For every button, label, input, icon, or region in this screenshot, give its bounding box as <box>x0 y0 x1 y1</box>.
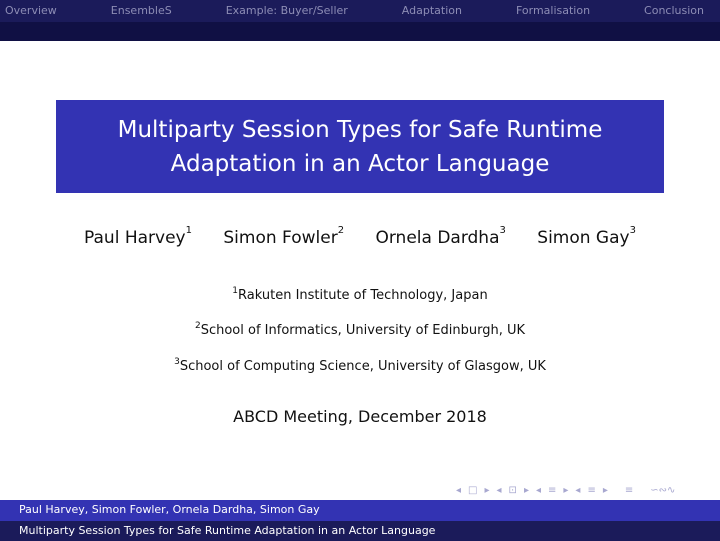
part-icon[interactable]: ≡ <box>587 484 596 496</box>
subsection-icon[interactable]: ⊡ <box>508 484 517 496</box>
author-list <box>0 225 720 248</box>
subsection-prev-icon[interactable]: ◂ <box>496 484 502 496</box>
affiliation-number: 1 <box>232 286 239 296</box>
beamer-navigation-symbols <box>456 483 716 497</box>
search-icon[interactable]: ∽∾∿ <box>650 484 676 496</box>
section-icon[interactable]: ≡ <box>548 484 557 496</box>
affiliation-marker: 3 <box>629 225 636 236</box>
author <box>375 225 506 248</box>
align-icon[interactable]: ≡ <box>624 484 634 496</box>
section-prev-icon[interactable]: ◂ <box>535 484 541 496</box>
affiliation-text: School of Informatics, University of Edinburgh, UK <box>200 323 526 338</box>
subsection-next-icon[interactable]: ▸ <box>523 484 529 496</box>
affiliation-3 <box>0 359 720 374</box>
author <box>537 225 636 248</box>
title-line-1: Multiparty Session Types for Safe Runtime <box>117 116 603 143</box>
nav-item-conclusion[interactable]: Conclusion <box>644 3 704 17</box>
subsection-bar <box>0 22 720 41</box>
author-name: Ornela Dardha <box>375 228 500 248</box>
part-prev-icon[interactable]: ◂ <box>575 484 581 496</box>
footer-authors-bar <box>0 500 720 521</box>
footer-title-bar <box>0 521 720 541</box>
section-nav <box>0 0 720 20</box>
title-block <box>56 100 664 193</box>
affiliation-1 <box>0 288 720 303</box>
footer-authors: Paul Harvey, Simon Fowler, Ornela Dardha, Simon Gay <box>19 503 320 516</box>
author-name: Simon Gay <box>537 228 630 248</box>
frame-prev-icon[interactable]: ◂ <box>456 484 462 496</box>
title-line-2: Adaptation in an Actor Language <box>170 150 550 177</box>
nav-item-adaptation[interactable]: Adaptation <box>401 3 462 17</box>
top-navigation-bar <box>0 0 720 22</box>
affiliation-number: 2 <box>194 321 201 331</box>
affiliation-marker: 3 <box>499 225 506 236</box>
affiliation-2 <box>0 323 720 338</box>
nav-item-overview[interactable]: Overview <box>5 3 57 17</box>
affiliation-marker: 2 <box>337 225 345 236</box>
frame-next-icon[interactable]: ▸ <box>484 484 490 496</box>
affiliation-text: Rakuten Institute of Technology, Japan <box>238 288 488 303</box>
nav-item-ensembles[interactable]: EnsembleS <box>110 3 172 17</box>
author-name: Simon Fowler <box>223 228 338 248</box>
footer-title: Multiparty Session Types for Safe Runtime Adaptation in an Actor Language <box>19 524 436 537</box>
nav-item-formalisation[interactable]: Formalisation <box>515 3 591 17</box>
nav-item-example[interactable]: Example: Buyer/Seller <box>225 3 348 17</box>
author <box>84 225 192 248</box>
affiliation-text: School of Computing Science, University of Glasgow, UK <box>179 359 546 374</box>
part-next-icon[interactable]: ▸ <box>602 484 608 496</box>
section-next-icon[interactable]: ▸ <box>563 484 569 496</box>
event-line: ABCD Meeting, December 2018 <box>233 407 487 426</box>
author-name: Paul Harvey <box>84 228 186 248</box>
author <box>223 225 345 248</box>
affiliation-number: 3 <box>174 357 180 367</box>
affiliation-marker: 1 <box>185 225 192 236</box>
slide-title <box>80 113 640 181</box>
frame-icon[interactable]: □ <box>468 484 478 496</box>
